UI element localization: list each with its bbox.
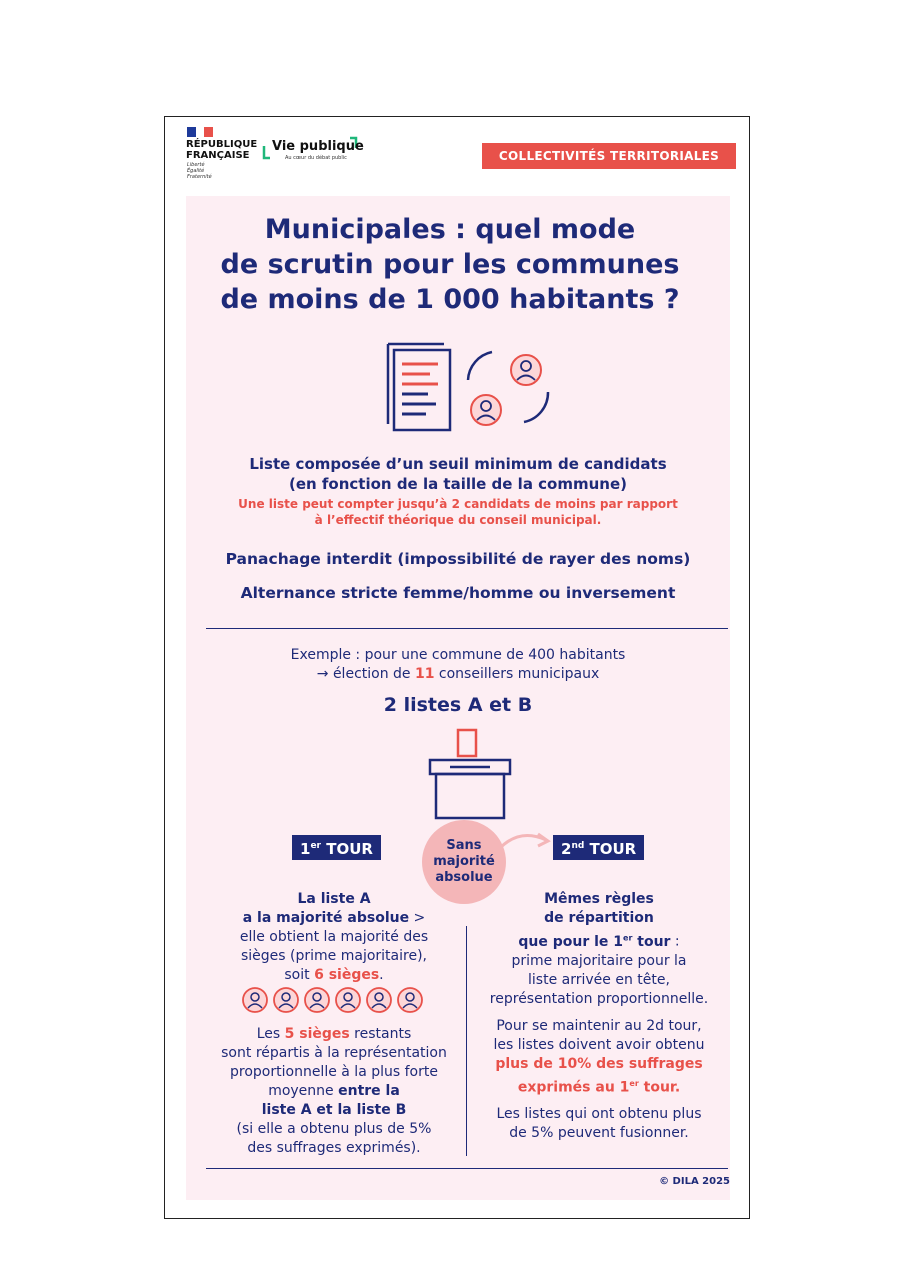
- vie-publique-title: Vie publique: [272, 139, 364, 154]
- example-line2: [196, 665, 720, 684]
- seat-person-icon: [367, 988, 391, 1012]
- p2-l4-sup: er: [629, 1078, 639, 1088]
- example-line1: Exemple : pour une commune de 400 habitants: [290, 647, 626, 663]
- seat-person-icon: [243, 988, 267, 1012]
- alternance-rule: Alternance stricte femme/homme ou inversement: [240, 584, 676, 602]
- round2-word: TOUR: [584, 840, 637, 858]
- round1-p2-line3: proportionnelle à la plus forte: [230, 1064, 438, 1080]
- round1-p2-line7: des suffrages exprimés).: [247, 1140, 421, 1156]
- footer-divider: [206, 1168, 728, 1169]
- councillor-count: 11: [414, 666, 435, 682]
- round1-p1-line1: La liste A: [297, 891, 371, 907]
- round2-text: [474, 890, 724, 1143]
- round2-p2-line2: les listes doivent avoir obtenu: [493, 1036, 705, 1053]
- candidate-rotation-icon: [468, 352, 548, 425]
- p1-l3-suffix: tour: [632, 933, 671, 950]
- gt-sign: >: [409, 910, 426, 926]
- page-title: [200, 212, 700, 317]
- title-line3: de moins de 1 000 habitants ?: [220, 284, 680, 315]
- republic-motto: [187, 162, 212, 180]
- republique-line1: RÉPUBLIQUE: [186, 139, 258, 150]
- motto-egalite: Égalité: [187, 168, 205, 174]
- copyright: © DILA 2025: [659, 1176, 730, 1187]
- no-majority-line3: absolue: [435, 870, 493, 885]
- round2-number: 2: [561, 840, 572, 858]
- list-note-line1: Une liste peut compter jusqu’à 2 candidats de moins par rapport: [238, 497, 678, 511]
- document-icon: [388, 344, 450, 430]
- round2-p1-line1: Mêmes règles: [544, 891, 654, 907]
- round2-p3-line1: Les listes qui ont obtenu plus: [496, 1106, 702, 1123]
- list-rule: [196, 454, 720, 494]
- seat-person-icon: [305, 988, 329, 1012]
- round1-badge: [292, 835, 381, 860]
- round2-p1-line6: représentation proportionnelle.: [489, 990, 709, 1007]
- motto-fraternite: Fraternité: [187, 174, 212, 180]
- five-seats: 5 sièges: [284, 1026, 350, 1042]
- p2-l4-end: tour.: [638, 1079, 681, 1096]
- p1-l3-prefix: que pour le 1: [518, 933, 624, 950]
- seat-person-icon: [398, 988, 422, 1012]
- column-divider: [466, 926, 467, 1156]
- p1-l3-colon: :: [670, 933, 680, 950]
- no-majority-line2: majorité: [433, 854, 495, 869]
- list-note-line2: à l’effectif théorique du conseil municipal.: [314, 513, 602, 527]
- panachage-rule: Panachage interdit (impossibilité de rayer des noms): [225, 550, 691, 568]
- list-rule-line2: (en fonction de la taille de la commune): [288, 475, 628, 493]
- round1-p1-line5: [206, 966, 462, 985]
- round1-number: 1: [300, 840, 311, 858]
- round2-p2-line3: plus de 10% des suffrages: [495, 1055, 703, 1072]
- seats-row: [240, 985, 430, 1015]
- arrow-icon: [498, 826, 554, 856]
- seats-prefix: soit: [284, 967, 315, 983]
- round2-sup: nd: [571, 841, 585, 851]
- p2-suffix: restants: [349, 1026, 412, 1042]
- six-seats: 6 sièges: [314, 967, 380, 983]
- round1-sup: er: [310, 841, 321, 851]
- round1-p1-line3: elle obtient la majorité des: [239, 929, 429, 945]
- example-line2-prefix: → élection de: [316, 666, 415, 682]
- p1-l3-sup: er: [623, 933, 633, 942]
- seat-person-icon: [274, 988, 298, 1012]
- document-candidates-illustration: [380, 340, 560, 440]
- p2-l4-bold: entre la: [338, 1083, 400, 1099]
- no-majority-line1: Sans: [446, 838, 482, 853]
- round2-p2-line1: Pour se maintenir au 2d tour,: [496, 1017, 702, 1034]
- lists-heading: 2 listes A et B: [383, 694, 533, 716]
- round2-p3-line2: de 5% peuvent fusionner.: [509, 1125, 689, 1142]
- category-tag: COLLECTIVITÉS TERRITORIALES: [482, 143, 736, 169]
- round2-p1-line3: [474, 928, 724, 952]
- seat-person-icon: [336, 988, 360, 1012]
- round1-p2-line1: [206, 1025, 462, 1044]
- example-line2-suffix: conseillers municipaux: [434, 666, 600, 682]
- round1-p2-line2: sont répartis à la représentation: [221, 1045, 447, 1061]
- round1-p2-line4: [206, 1082, 462, 1101]
- round2-p1-line5: liste arrivée en tête,: [528, 971, 670, 988]
- absolute-majority-text: a la majorité absolue: [242, 910, 410, 926]
- round2-badge: [553, 835, 644, 860]
- round1-word: TOUR: [320, 840, 373, 858]
- divider: [206, 628, 728, 629]
- ballot-box-icon: [426, 728, 516, 824]
- republique-line2: FRANÇAISE: [186, 150, 250, 161]
- round2-p1-line2: de répartition: [544, 910, 654, 926]
- example-text: [196, 646, 720, 684]
- seats-suffix: .: [379, 967, 384, 983]
- round1-text-2: [206, 1025, 462, 1158]
- republique-francaise-logo: [186, 139, 257, 161]
- round1-p1-line2: [206, 909, 462, 928]
- vie-publique-subtitle: Au cœur du débat public: [285, 155, 347, 161]
- round1-p2-line6: (si elle a obtenu plus de 5%: [236, 1121, 432, 1137]
- title-line2: de scrutin pour les communes: [220, 249, 680, 280]
- round1-p1-line4: sièges (prime majoritaire),: [241, 948, 427, 964]
- round2-p1-line4: prime majoritaire pour la: [511, 952, 687, 969]
- flag-icon: [187, 127, 213, 137]
- list-rule-line1: Liste composée d’un seuil minimum de candidats: [249, 455, 667, 473]
- title-line1: Municipales : quel mode: [264, 214, 636, 245]
- p2-prefix: Les: [256, 1026, 285, 1042]
- round1-p2-line5: liste A et la liste B: [261, 1102, 407, 1118]
- p2-l4-prefix: moyenne: [268, 1083, 339, 1099]
- round2-p2-line4: [474, 1074, 724, 1098]
- p2-l4-red: exprimés au 1: [517, 1079, 630, 1096]
- list-note: [196, 496, 720, 528]
- round1-text: [206, 890, 462, 985]
- motto-liberte: Liberté: [187, 162, 205, 168]
